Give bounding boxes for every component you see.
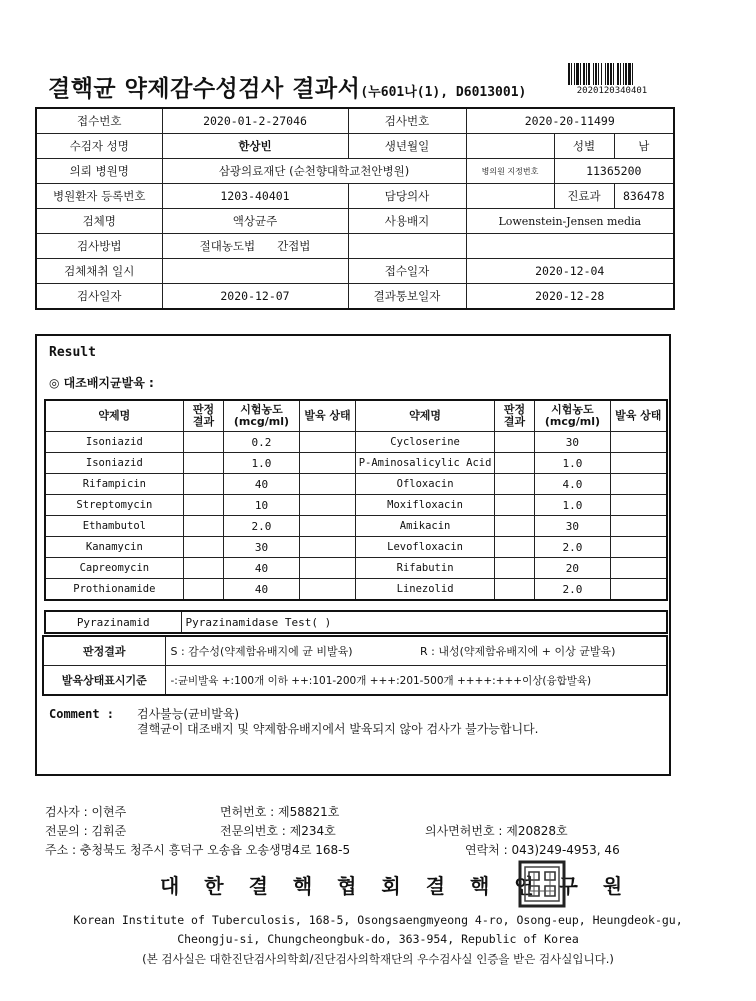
- header-concentration: 시험농도 (mcg/ml): [224, 400, 299, 432]
- result-section: [35, 334, 671, 776]
- drug-conc-cell: 2.0: [224, 516, 299, 537]
- result-label: Result: [49, 345, 96, 360]
- drug-drug-cell: Streptomycin: [45, 495, 183, 516]
- contact: 연락처 : 043)249-4953, 46: [465, 843, 620, 857]
- drug-drug-cell: Moxifloxacin: [356, 495, 494, 516]
- drug-conc-cell: 40: [224, 474, 299, 495]
- drug-result-cell: [183, 495, 224, 516]
- drug-result-cell: [494, 537, 535, 558]
- drug-result-cell: [183, 516, 224, 537]
- drug-growth-cell: [610, 432, 667, 453]
- barcode-bar: [598, 63, 599, 85]
- drug-drug-cell: Isoniazid: [45, 453, 183, 474]
- table-row: [45, 558, 667, 579]
- drug-drug-cell: Rifampicin: [45, 474, 183, 495]
- drug-growth-cell: [299, 495, 356, 516]
- drug-growth-cell: [299, 516, 356, 537]
- drug-conc-cell: 1.0: [535, 453, 610, 474]
- collect-value: [162, 259, 348, 284]
- drug-conc-cell: 40: [224, 579, 299, 601]
- drug-conc-cell: 4.0: [535, 474, 610, 495]
- hospital-code-value: 11365200: [554, 159, 674, 184]
- doctor-label: 담당의사: [348, 184, 466, 209]
- patient-info-table: [35, 107, 675, 310]
- drug-drug-cell: Rifabutin: [356, 558, 494, 579]
- growth-standard: -:균비발육 +:100개 이하 ++:101-200개 +++:201-500개 ++++:+++이상(융합발육): [165, 666, 667, 696]
- barcode-bar: [593, 63, 594, 85]
- header-judgement: 판정 결과: [494, 400, 535, 432]
- received-value: 2020-12-04: [466, 259, 674, 284]
- barcode-bar: [607, 63, 609, 85]
- drug-result-cell: [494, 516, 535, 537]
- pyrazinamidase-test: Pyrazinamidase Test( ): [181, 611, 667, 633]
- drug-result-cell: [494, 453, 535, 474]
- patient-name-label: 수검자 성명: [36, 134, 162, 159]
- dob-label: 생년월일: [348, 134, 466, 159]
- drug-result-cell: [183, 558, 224, 579]
- doctor-license-no: 의사면허번호 : 제20828호: [425, 824, 568, 838]
- control-medium-growth: ◎ 대조배지균발육 :: [49, 376, 154, 390]
- method-blank: [348, 234, 466, 259]
- drug-growth-cell: [610, 579, 667, 601]
- table-row: [45, 516, 667, 537]
- drug-conc-cell: 2.0: [535, 579, 610, 601]
- table-row: [45, 474, 667, 495]
- drug-result-cell: [494, 474, 535, 495]
- drug-result-cell: [494, 495, 535, 516]
- barcode-bar: [571, 63, 572, 85]
- dept-label: 진료과: [554, 184, 614, 209]
- hospital-code-label: 병의원 지정번호: [466, 159, 554, 184]
- reported-label: 결과통보일자: [348, 284, 466, 310]
- organization-address-en-2: Cheongju-si, Chungcheongbuk-do, 363-954, Republic of Korea: [177, 932, 579, 946]
- address: 주소 : 충청북도 청주시 흥덕구 오송읍 오송생명4로 168-5: [45, 843, 351, 857]
- received-label: 접수일자: [348, 259, 466, 284]
- official-seal: [518, 860, 566, 908]
- barcode-bar: [617, 63, 619, 85]
- judgement-susceptible: S : 감수성(약제함유배지에 균 비발육): [165, 636, 415, 666]
- barcode-bar: [620, 63, 621, 85]
- drug-growth-cell: [610, 474, 667, 495]
- tested-label: 검사일자: [36, 284, 162, 310]
- document-code: (누601나(1), D6013001): [360, 85, 527, 100]
- drug-result-cell: [494, 432, 535, 453]
- sex-value: 남: [614, 134, 674, 159]
- drug-conc-cell: 20: [535, 558, 610, 579]
- certification-note: (본 검사실은 대한진단검사의학회/진단검사의학재단의 우수검사실 인증을 받은 검사실입니다.): [142, 952, 614, 966]
- patient-name-value: 한상빈: [162, 134, 348, 159]
- receipt-no-label: 접수번호: [36, 108, 162, 134]
- drug-conc-cell: 10: [224, 495, 299, 516]
- comment-label: Comment :: [49, 707, 115, 721]
- drug-growth-cell: [299, 558, 356, 579]
- drug-result-cell: [183, 453, 224, 474]
- barcode-bar: [605, 63, 606, 85]
- organization-address-en-1: Korean Institute of Tuberculosis, 168-5, Osongsaengmyeong 4-ro, Osong-eup, Heungdeok-gu,: [73, 913, 683, 927]
- drug-drug-cell: Ethambutol: [45, 516, 183, 537]
- medium-label: 사용배지: [348, 209, 466, 234]
- drug-growth-cell: [299, 537, 356, 558]
- tester: 검사자 : 이현주: [45, 805, 127, 819]
- barcode-bar: [568, 63, 570, 85]
- patient-reg-label: 병원환자 등록번호: [36, 184, 162, 209]
- barcode-bar: [613, 63, 614, 85]
- drug-result-cell: [494, 579, 535, 601]
- doctor-value: [466, 184, 554, 209]
- drug-growth-cell: [610, 453, 667, 474]
- header-concentration: 시험농도 (mcg/ml): [535, 400, 610, 432]
- drug-conc-cell: 40: [224, 558, 299, 579]
- drug-conc-cell: 0.2: [224, 432, 299, 453]
- barcode-bar: [588, 63, 590, 85]
- drug-result-cell: [183, 579, 224, 601]
- sex-label: 성별: [554, 134, 614, 159]
- medium-value: Lowenstein-Jensen media: [466, 209, 674, 234]
- drug-conc-cell: 30: [535, 516, 610, 537]
- drug-conc-cell: 2.0: [535, 537, 610, 558]
- table-row: [45, 432, 667, 453]
- barcode-number: 2020120340401: [576, 86, 648, 96]
- specialist-no: 전문의번호 : 제234호: [220, 824, 336, 838]
- barcode-bar: [580, 63, 581, 85]
- drug-drug-cell: Capreomycin: [45, 558, 183, 579]
- barcode-bar: [632, 63, 633, 85]
- test-no-label: 검사번호: [348, 108, 466, 134]
- barcode-bar: [601, 63, 602, 85]
- drug-result-cell: [183, 537, 224, 558]
- hospital-label: 의뢰 병원명: [36, 159, 162, 184]
- table-row: [45, 453, 667, 474]
- drug-table-header: [45, 400, 667, 432]
- drug-growth-cell: [299, 474, 356, 495]
- document-title: 결핵균 약제감수성검사 결과서(누601나(1), D6013001): [48, 76, 527, 102]
- barcode-bar: [610, 63, 612, 85]
- method-blank-2: [466, 234, 674, 259]
- drug-growth-cell: [299, 579, 356, 601]
- drug-result-cell: [183, 432, 224, 453]
- method-label: 검사방법: [36, 234, 162, 259]
- drug-conc-cell: 30: [224, 537, 299, 558]
- barcode-bar: [576, 63, 579, 85]
- drug-drug-cell: Ofloxacin: [356, 474, 494, 495]
- barcode: [568, 63, 656, 87]
- drug-conc-cell: 1.0: [535, 495, 610, 516]
- test-no-value: 2020-20-11499: [466, 108, 674, 134]
- header-drug: 약제명: [45, 400, 183, 432]
- table-row: [45, 495, 667, 516]
- legend-table: [42, 635, 668, 696]
- drug-drug-cell: Kanamycin: [45, 537, 183, 558]
- dob-value: [466, 134, 554, 159]
- drug-growth-cell: [610, 537, 667, 558]
- drug-susceptibility-table: [44, 399, 668, 601]
- barcode-bar: [595, 63, 597, 85]
- growth-standard-label: 발육상태표시기준: [43, 666, 165, 696]
- specialist: 전문의 : 김휘준: [45, 824, 127, 838]
- barcode-bar: [628, 63, 631, 85]
- comment-line-1: 검사불능(균비발육): [137, 707, 240, 721]
- barcode-bar: [583, 63, 585, 85]
- header-judgement: 판정 결과: [183, 400, 224, 432]
- drug-drug-cell: Isoniazid: [45, 432, 183, 453]
- header-growth: 발육 상태: [299, 400, 356, 432]
- method-value: [162, 234, 348, 259]
- method-absolute: 절대농도법: [199, 239, 256, 253]
- drug-conc-cell: 30: [535, 432, 610, 453]
- header-drug: 약제명: [356, 400, 494, 432]
- drug-growth-cell: [610, 558, 667, 579]
- hospital-value: 삼광의료재단 (순천향대학교천안병원): [162, 159, 466, 184]
- barcode-bar: [625, 63, 627, 85]
- judgement-label: 판정결과: [43, 636, 165, 666]
- drug-drug-cell: Amikacin: [356, 516, 494, 537]
- specimen-value: 액상균주: [162, 209, 348, 234]
- pyrazinamide-label: Pyrazinamid: [45, 611, 181, 633]
- drug-conc-cell: 1.0: [224, 453, 299, 474]
- organization-name-ko: 대 한 결 핵 협 회 결 핵 연 구 원: [160, 874, 632, 898]
- drug-growth-cell: [610, 516, 667, 537]
- license-no: 면허번호 : 제58821호: [220, 805, 340, 819]
- table-row: [45, 537, 667, 558]
- drug-growth-cell: [299, 453, 356, 474]
- drug-result-cell: [494, 558, 535, 579]
- collect-label: 검체채취 일시: [36, 259, 162, 284]
- drug-drug-cell: Levofloxacin: [356, 537, 494, 558]
- drug-growth-cell: [299, 432, 356, 453]
- drug-drug-cell: Cycloserine: [356, 432, 494, 453]
- specimen-label: 검체명: [36, 209, 162, 234]
- header-growth: 발육 상태: [610, 400, 667, 432]
- barcode-bar: [586, 63, 587, 85]
- tested-value: 2020-12-07: [162, 284, 348, 310]
- drug-growth-cell: [610, 495, 667, 516]
- drug-result-cell: [183, 474, 224, 495]
- barcode-bar: [623, 63, 624, 85]
- comment-line-2: 결핵균이 대조배지 및 약제함유배지에서 발육되지 않아 검사가 불가능합니다.: [137, 722, 539, 736]
- drug-drug-cell: Linezolid: [356, 579, 494, 601]
- patient-reg-value: 1203-40401: [162, 184, 348, 209]
- barcode-bar: [574, 63, 575, 85]
- drug-drug-cell: P-Aminosalicylic Acid: [356, 453, 494, 474]
- pyrazinamide-table: [44, 610, 668, 634]
- receipt-no-value: 2020-01-2-27046: [162, 108, 348, 134]
- dept-value: 836478: [614, 184, 674, 209]
- table-row: [45, 579, 667, 601]
- judgement-resistant: R : 내성(약제함유배지에 + 이상 균발육): [415, 636, 667, 666]
- drug-drug-cell: Prothionamide: [45, 579, 183, 601]
- reported-value: 2020-12-28: [466, 284, 674, 310]
- method-indirect: 간접법: [277, 239, 311, 253]
